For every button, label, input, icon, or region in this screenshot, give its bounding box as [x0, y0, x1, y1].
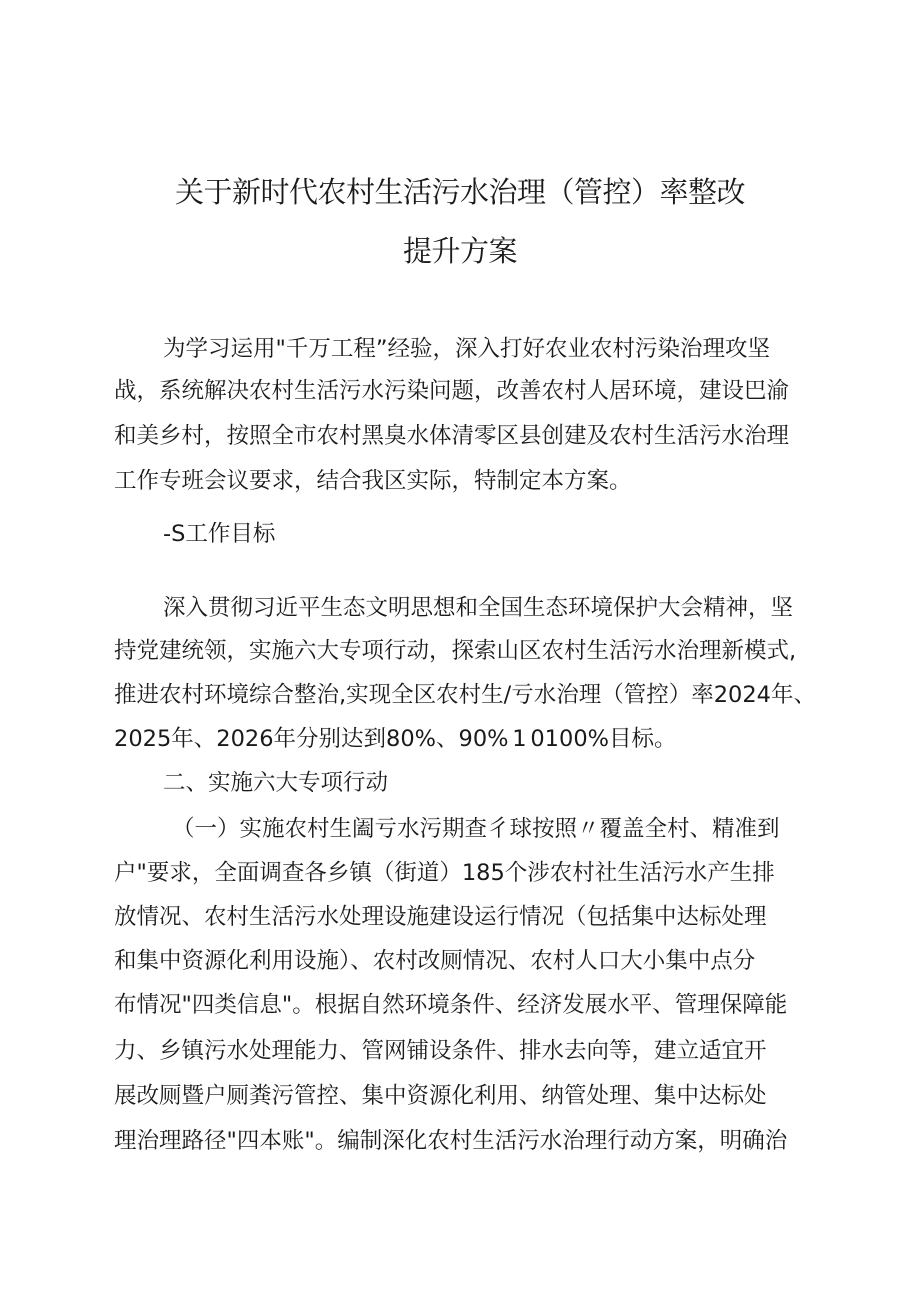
subsection-1-line-2: 户"要求，全面调查各乡镇（街道）185个涉农村社生活污水产生排	[114, 860, 775, 886]
section-1-line-1: 深入贯彻习近平生态文明思想和全国生态环境保护大会精神，坚	[163, 595, 794, 621]
section-1-line-2: 持党建统领，实施六大专项行动，探索山区农村生活污水治理新模式,	[114, 638, 797, 664]
intro-line-4: 工作专班会议要求，结合我区实际，特制定本方案。	[114, 468, 632, 494]
section-1-line-3: 推进农村环境综合整治,实现全区农村生/亏水治理（管控）率2024年、	[114, 682, 816, 708]
section-2-heading: 二、实施六大专项行动	[163, 770, 389, 796]
section-1-line-4: 2025年、2026年分别达到80%、90% 1 0100%目标。	[114, 726, 677, 752]
subsection-1-line-5: 布情况"四类信息"。根据自然环境条件、经济发展水平、管理保障能	[114, 992, 788, 1018]
subsection-1-line-4: 和集中资源化利用设施）、农村改厕情况、农村人口大小集中点分	[114, 948, 756, 974]
section-1-heading: -S工作目标	[163, 521, 276, 547]
subsection-1-line-8: 理治理路径"四本账"。编制深化农村生活污水治理行动方案，明确治	[114, 1128, 788, 1154]
subsection-1-line-3: 放情况、农村生活污水处理设施建设运行情况（包括集中达标处理	[114, 904, 767, 930]
intro-line-2: 战，系统解决农村生活污水污染问题，改善农村人居环境，建设巴渝	[114, 378, 790, 404]
subsection-1-line-1: （一）实施农村生阖亏水污期查彳球按照〃覆盖全村、精准到	[172, 816, 780, 842]
document-title-line-1: 关于新时代农村生活污水治理（管控）率整改	[174, 175, 745, 209]
intro-line-1: 为学习运用"千万工程”经验，深入打好农业农村污染治理攻坚	[163, 336, 771, 362]
document-title-line-2: 提升方案	[402, 234, 517, 268]
subsection-1-line-6: 力、乡镇污水处理能力、管网铺设条件、排水去向等，建立适宜开	[114, 1038, 767, 1064]
intro-line-3: 和美乡村，按照全市农村黑臭水体清零区县创建及农村生活污水治理	[114, 423, 790, 449]
subsection-1-line-7: 展改厕暨户厕粪污管控、集中资源化利用、纳管处理、集中达标处	[114, 1083, 767, 1109]
